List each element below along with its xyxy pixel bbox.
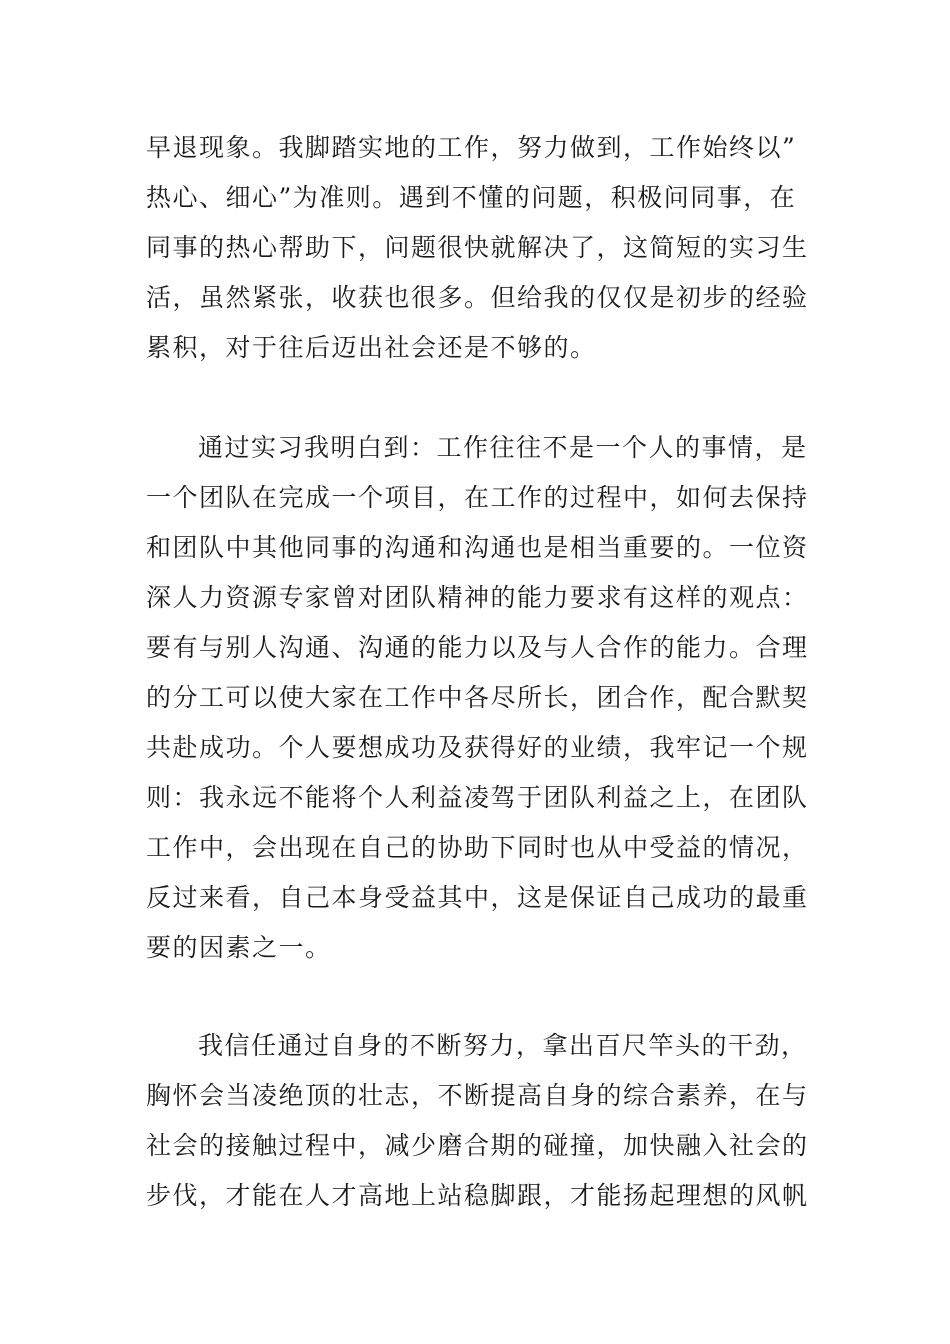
paragraph-line: 热心、细心”为准则。遇到不懂的问题，积极问同事，在 <box>146 183 797 212</box>
paragraph-first-line: 通过实习我明白到：工作往往不是一个人的事情，是 <box>198 433 808 462</box>
paragraph-3 <box>146 1021 810 1221</box>
paragraph-line: 社会的接触过程中，减少磨合期的碰撞，加快融入社会的 <box>146 1131 809 1160</box>
paragraph-line: 胸怀会当凌绝顶的壮志，不断提高自身的综合素养，在与 <box>146 1081 809 1110</box>
paragraph-line: 反过来看，自己本身受益其中，这是保证自己成功的最重 <box>146 883 809 912</box>
paragraph-line: 要的因素之一。 <box>146 933 332 962</box>
paragraph-line: 活，虽然紧张，收获也很多。但给我的仅仅是初步的经验 <box>146 283 809 312</box>
paragraph-line: 一个团队在完成一个项目，在工作的过程中，如何去保持 <box>146 483 809 512</box>
paragraph-line: 工作中，会出现在自己的协助下同时也从中受益的情况， <box>146 833 809 862</box>
paragraph-1 <box>146 123 810 373</box>
paragraph-line: 则：我永远不能将个人利益凌驾于团队利益之上，在团队 <box>146 783 809 812</box>
paragraph-line: 步伐，才能在人才高地上站稳脚跟，才能扬起理想的风帆 <box>146 1181 809 1210</box>
paragraph-line: 同事的热心帮助下，问题很快就解决了，这简短的实习生 <box>146 233 809 262</box>
paragraph-line: 共赴成功。个人要想成功及获得好的业绩，我牢记一个规 <box>146 733 809 762</box>
paragraph-line: 累积，对于往后迈出社会还是不够的。 <box>146 333 597 362</box>
paragraph-line: 深人力资源专家曾对团队精神的能力要求有这样的观点： <box>146 583 809 612</box>
paragraph-line: 和团队中其他同事的沟通和沟通也是相当重要的。一位资 <box>146 533 809 562</box>
paragraph-first-line: 我信任通过自身的不断努力，拿出百尺竿头的干劲， <box>198 1031 808 1060</box>
paragraph-2 <box>146 423 810 973</box>
paragraph-line: 要有与别人沟通、沟通的能力以及与人合作的能力。合理 <box>146 633 809 662</box>
paragraph-line: 早退现象。我脚踏实地的工作，努力做到，工作始终以” <box>146 133 797 162</box>
paragraph-line: 的分工可以使大家在工作中各尽所长，团合作，配合默契 <box>146 683 809 712</box>
